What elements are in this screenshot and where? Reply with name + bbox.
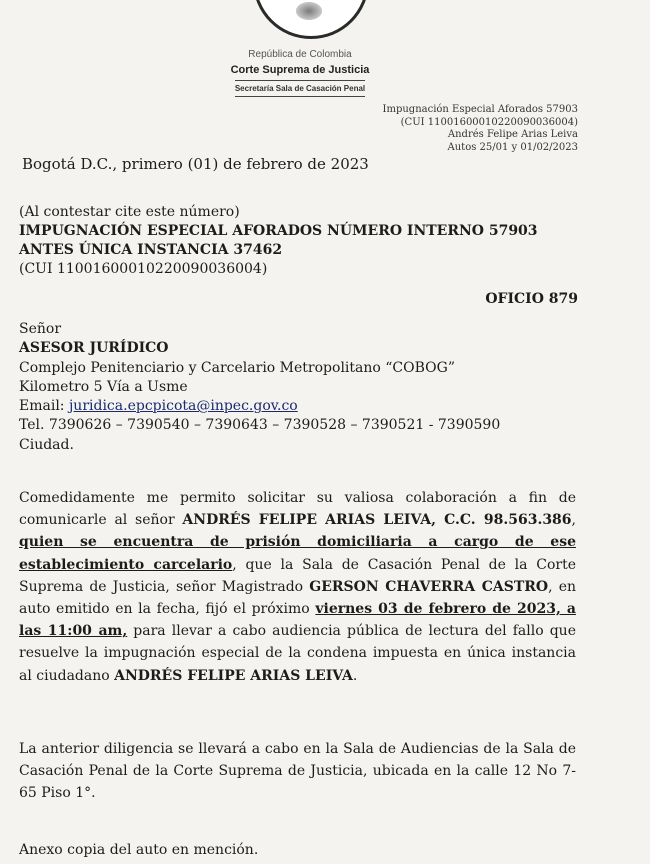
recipient-city: Ciudad. <box>19 436 74 453</box>
header-court: Corte Suprema de Justicia <box>230 64 370 76</box>
email-link[interactable]: juridica.epcpicota@inpec.gov.co <box>68 398 298 415</box>
recipient-phone: Tel. 7390626 – 7390540 – 7390643 – 7390528 – 7390521 - 7390590 <box>19 417 501 434</box>
recipient-title: ASESOR JURÍDICO <box>19 340 169 357</box>
body-text: para llevar a cabo audiencia pública de lectura del fallo que resuelve la impugnación especial de la condena impuesta en única instancia al ciudadano <box>19 623 576 684</box>
detention-status: quien se encuentra de prisión domiciliaria a cargo de ese establecimiento carcelario <box>19 534 576 573</box>
defendant-name: ANDRÉS FELIPE ARIAS LEIVA <box>114 667 353 684</box>
date-line: Bogotá D.C., primero (01) de febrero de 2023 <box>22 155 369 173</box>
header-divider <box>235 96 365 97</box>
email-label: Email: <box>19 398 69 415</box>
shield-icon <box>296 2 322 20</box>
body-text: Comedidamente me permito solicitar su valiosa colaboración a fin de comunicarle al señor <box>19 490 576 529</box>
recipient-block <box>19 320 500 455</box>
reference-block <box>383 104 578 154</box>
body-text: , <box>571 512 576 529</box>
citation-previous-number: ANTES ÚNICA INSTANCIA 37462 <box>19 242 283 258</box>
reference-line: Andrés Felipe Arias Leiva <box>447 129 578 140</box>
defendant-name-id: ANDRÉS FELIPE ARIAS LEIVA, C.C. 98.563.386 <box>182 512 572 529</box>
body-paragraph-2: La anterior diligencia se llevará a cabo en la Sala de Audiencias de la Sala de Casación Penal de la Corte Suprema de Justicia, ubicada en la calle 12 No 7-65 Piso 1°. <box>19 741 576 802</box>
citation-case-number: IMPUGNACIÓN ESPECIAL AFORADOS NÚMERO INTERNO 57903 <box>19 223 538 239</box>
oficio-number: OFICIO 879 <box>485 291 578 307</box>
recipient-address: Kilometro 5 Vía a Usme <box>19 378 188 395</box>
magistrate-name: GERSON CHAVERRA CASTRO <box>309 578 549 595</box>
reference-line: Autos 25/01 y 01/02/2023 <box>447 141 578 153</box>
body-text: , que la Sala de Casación Penal de la Corte Suprema de Justicia, señor Magistrado <box>19 556 577 595</box>
body-text: , en auto emitido en la fecha, fijó el próximo <box>19 578 577 618</box>
header-divider <box>235 80 365 81</box>
header-secretaria: Secretaría Sala de Casación Penal <box>234 84 366 93</box>
recipient-institution: Complejo Penitenciario y Carcelario Metropolitano “COBOG” <box>19 359 455 376</box>
reference-line: Impugnación Especial Aforados 57903 <box>382 104 578 115</box>
salutation: Señor <box>19 321 62 337</box>
coat-of-arms-seal <box>253 0 369 39</box>
citation-note: (Al contestar cite este número) <box>19 204 240 220</box>
recipient-email-line <box>19 397 500 416</box>
header-republic: República de Colombia <box>248 49 352 60</box>
hearing-date: viernes 03 de febrero de 2023, a las 11:00 am, <box>19 601 576 640</box>
reference-line: (CUI 11001600010220090036004) <box>400 116 578 128</box>
body-paragraph-1 <box>19 487 576 687</box>
body-text: . <box>352 667 358 684</box>
citation-cui: (CUI 11001600010220090036004) <box>19 261 268 277</box>
annex-note: Anexo copia del auto en mención. <box>19 842 259 858</box>
